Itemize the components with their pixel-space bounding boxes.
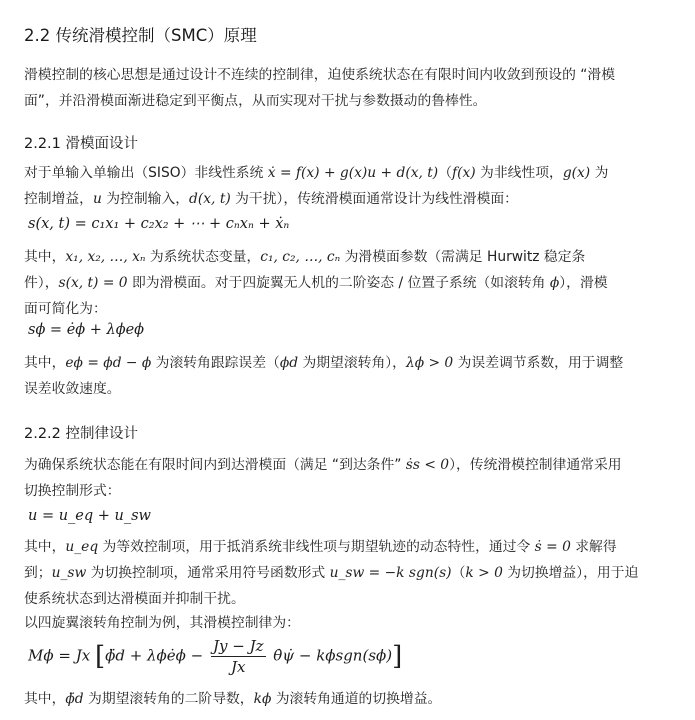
paragraph-reaching-condition: 为确保系统状态能在有限时间内到达滑模面（满足 “到达条件” ṡs < 0），传统滑模控制律通常采用 切换控制形式： — [24, 457, 622, 499]
math-phi-ddot: ϕ̈d — [65, 691, 84, 707]
fraction-denominator: Jx — [231, 658, 246, 676]
intro-line-1: 滑模控制的核心思想是通过设计不连续的控制律，迫使系统状态在有限时间内收敛到预设的 “滑模 — [24, 67, 615, 83]
math-surface-zero: s(x, t) = 0 — [58, 275, 128, 291]
math-reaching-condition: ṡs < 0 — [405, 457, 450, 473]
equation-sliding-surface: s(x, t) = c₁x₁ + c₂x₂ + ⋯ + cₙxₙ + ẋₙ — [28, 216, 290, 232]
math-desired-roll: ϕd — [279, 355, 299, 371]
math-sdot-zero: ṡ = 0 — [534, 539, 571, 555]
math-phi: ϕ — [549, 275, 560, 291]
intro-line-2: 面”，并沿滑模面渐进稳定到平衡点，从而实现对干扰与参数摄动的鲁棒性。 — [24, 93, 487, 109]
math-surface-params: c₁, c₂, …, cₙ — [260, 249, 341, 265]
math-tracking-error: eϕ = ϕd − ϕ — [65, 355, 152, 371]
paragraph-tracking-error: 其中，eϕ = ϕd − ϕ 为滚转角跟踪误差（ϕd 为期望滚转角），λϕ > 0 为误差调节系数，用于调整 误差收敛速度。 — [24, 355, 624, 397]
math-gx: g(x) — [562, 165, 591, 181]
subsection-heading-sliding-surface: 2.2.1 滑模面设计 — [24, 136, 139, 152]
paragraph-control-terms: 其中，u_eq 为等效控制项，用于抵消系统非线性项与期望轨迹的动态特性，通过令 ṡ = 0 求解得 到；u_sw 为切换控制项，通常采用符号函数形式 u_sw = −k sgn(s)（k > 0 为切换增益），用于迫 使系统状态到达滑模面并抑制干扰。 — [24, 539, 639, 607]
equation-control-law: u = u_eq + u_sw — [28, 508, 151, 524]
math-state-variables: x₁, x₂, …, xₙ — [65, 249, 146, 265]
math-usw: u_sw — [51, 565, 87, 581]
paragraph-sliding-parameters: 其中，x₁, x₂, …, xₙ 为系统状态变量，c₁, c₂, …, cₙ 为滑模面参数（需满足 Hurwitz 稳定条 件），s(x, t) = 0 即为滑模面。对于四旋翼无人机的二阶姿态 / 位置子系统（如滚转角 ϕ），滑模 面可简化为： — [24, 249, 608, 317]
left-bracket: [ — [94, 641, 106, 672]
math-term-1: ϕ̈d + λϕėϕ − — [105, 646, 204, 665]
equation-roll-control — [28, 636, 402, 677]
section-heading: 2.2 传统滑模控制（SMC）原理 — [24, 26, 257, 45]
math-ueq: u_eq — [65, 539, 99, 555]
math-fx: f(x) — [451, 165, 476, 181]
math-lambda: λϕ > 0 — [405, 355, 454, 371]
math-k-phi: kϕ — [253, 691, 272, 707]
right-bracket: ] — [392, 641, 403, 672]
math-usw-sgn: u_sw = −k sgn(s) — [329, 565, 452, 581]
paragraph-system-definition: 对于单输入单输出（SISO）非线性系统 ẋ = f(x) + g(x)u + d(x, t)（f(x) 为非线性项，g(x) 为 控制增益，u 为控制输入，d(x, t) 为干扰），传统滑模面通常设计为线性滑模面： — [24, 165, 609, 207]
intro-paragraph — [24, 62, 676, 114]
paragraph-closing: 其中，ϕ̈d 为期望滚转角的二阶导数，kϕ 为滚转角通道的切换增益。 — [24, 691, 442, 707]
math-k-positive: k > 0 — [465, 565, 503, 581]
math-moment-lhs: Mϕ = Jx — [28, 646, 91, 665]
fraction-numerator: Jy − Jz — [213, 637, 264, 655]
math-dxt: d(x, t) — [189, 191, 231, 207]
math-u: u — [92, 191, 102, 207]
math-fraction — [211, 636, 266, 677]
subsection-heading-control-law: 2.2.2 控制律设计 — [24, 426, 139, 442]
equation-roll-surface: sϕ = ėϕ + λϕeϕ — [28, 322, 145, 338]
paragraph-example-intro: 以四旋翼滚转角控制为例，其滑模控制律为： — [24, 615, 300, 631]
math-system-equation: ẋ = f(x) + g(x)u + d(x, t) — [267, 165, 439, 181]
math-term-2: θ̇ψ̇ − kϕsgn(sϕ) — [273, 646, 393, 665]
